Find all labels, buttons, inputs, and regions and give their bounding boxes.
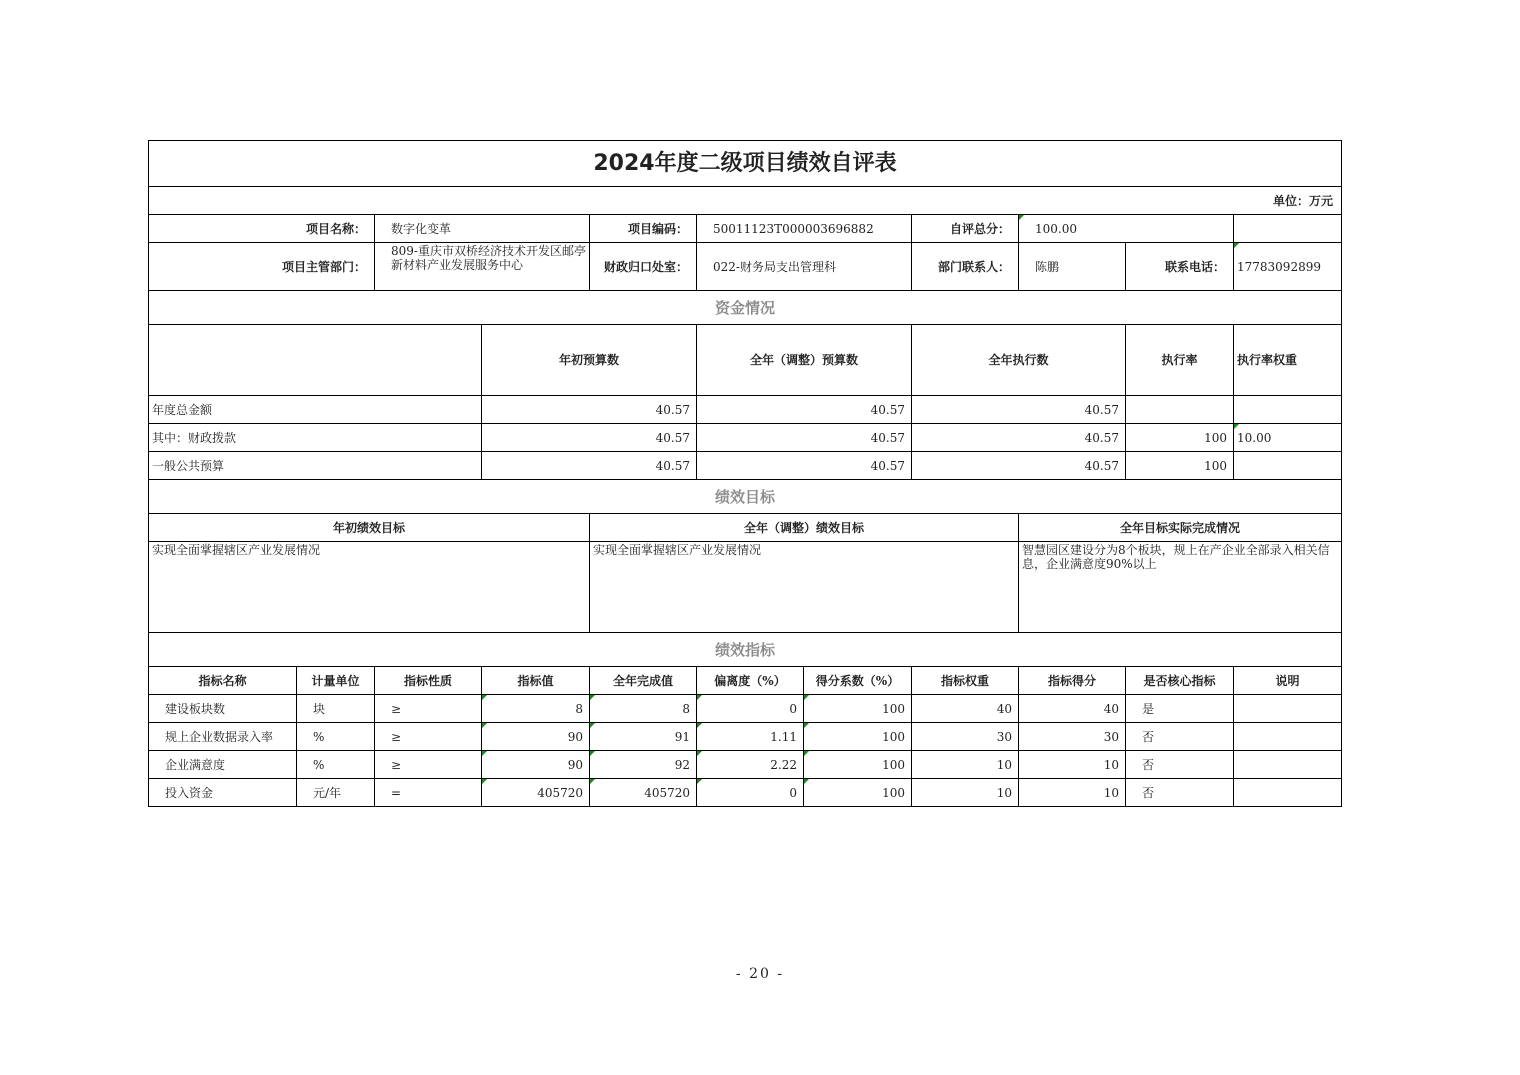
funds-row-initial: 40.57 — [482, 396, 697, 424]
ind-name: 建设板块数 — [149, 695, 297, 723]
ind-note — [1234, 723, 1342, 751]
ind-target: 90 — [482, 751, 590, 779]
ind-note — [1234, 695, 1342, 723]
ind-header-name: 指标名称 — [149, 667, 297, 695]
contact-label: 部门联系人： — [912, 243, 1019, 291]
ind-score: 10 — [1019, 751, 1126, 779]
ind-target: 405720 — [482, 779, 590, 807]
ind-weight: 40 — [912, 695, 1019, 723]
ind-coef: 100 — [804, 723, 912, 751]
goal-initial-text: 实现全面掌握辖区产业发展情况 — [149, 542, 590, 633]
ind-actual: 405720 — [590, 779, 697, 807]
funds-header-adjusted: 全年（调整）预算数 — [697, 325, 912, 396]
ind-header-note: 说明 — [1234, 667, 1342, 695]
finance-value: 022-财务局支出管理科 — [697, 243, 912, 291]
ind-header-coef: 得分系数（%） — [804, 667, 912, 695]
score-label: 自评总分： — [912, 215, 1019, 243]
ind-core: 否 — [1126, 751, 1234, 779]
ind-actual: 91 — [590, 723, 697, 751]
ind-target: 90 — [482, 723, 590, 751]
funds-row-adjusted: 40.57 — [697, 396, 912, 424]
funds-row-initial: 40.57 — [482, 452, 697, 480]
funds-section-title: 资金情况 — [149, 291, 1342, 325]
goals-header-initial: 年初绩效目标 — [149, 514, 590, 542]
funds-header-initial: 年初预算数 — [482, 325, 697, 396]
ind-deviation: 1.11 — [697, 723, 804, 751]
funds-row-weight — [1234, 452, 1342, 480]
ind-header-unit: 计量单位 — [297, 667, 375, 695]
funds-row-adjusted: 40.57 — [697, 424, 912, 452]
dept-label: 项目主管部门： — [149, 243, 375, 291]
ind-nature: ≥ — [375, 723, 482, 751]
indicator-row — [149, 695, 1342, 723]
ind-header-nature: 指标性质 — [375, 667, 482, 695]
funds-row — [149, 424, 1342, 452]
project-name-label: 项目名称： — [149, 215, 375, 243]
ind-name: 投入资金 — [149, 779, 297, 807]
phone-value: 17783092899 — [1234, 243, 1342, 291]
empty-cell — [1234, 215, 1342, 243]
ind-header-core: 是否核心指标 — [1126, 667, 1234, 695]
ind-target: 8 — [482, 695, 590, 723]
funds-header-blank — [149, 325, 482, 396]
ind-nature: ≥ — [375, 695, 482, 723]
project-code-value: 50011123T000003696882 — [697, 215, 912, 243]
ind-header-weight: 指标权重 — [912, 667, 1019, 695]
ind-name: 规上企业数据录入率 — [149, 723, 297, 751]
score-value: 100.00 — [1019, 215, 1234, 243]
funds-row-executed: 40.57 — [912, 396, 1126, 424]
ind-deviation: 2.22 — [697, 751, 804, 779]
performance-evaluation-table — [148, 140, 1342, 807]
ind-core: 是 — [1126, 695, 1234, 723]
ind-core: 否 — [1126, 723, 1234, 751]
funds-row-rate — [1126, 396, 1234, 424]
ind-header-target: 指标值 — [482, 667, 590, 695]
funds-row-executed: 40.57 — [912, 452, 1126, 480]
ind-nature: ≥ — [375, 751, 482, 779]
funds-row — [149, 452, 1342, 480]
ind-coef: 100 — [804, 751, 912, 779]
ind-unit: % — [297, 751, 375, 779]
goal-adjusted-text: 实现全面掌握辖区产业发展情况 — [590, 542, 1019, 633]
funds-header-weight: 执行率权重 — [1234, 325, 1342, 396]
funds-row-weight — [1234, 396, 1342, 424]
ind-score: 10 — [1019, 779, 1126, 807]
funds-header-executed: 全年执行数 — [912, 325, 1126, 396]
funds-row-initial: 40.57 — [482, 424, 697, 452]
funds-row — [149, 396, 1342, 424]
ind-score: 40 — [1019, 695, 1126, 723]
finance-label: 财政归口处室： — [590, 243, 697, 291]
funds-row-rate: 100 — [1126, 452, 1234, 480]
funds-row-weight: 10.00 — [1234, 424, 1342, 452]
goals-section-title: 绩效目标 — [149, 480, 1342, 514]
funds-header-rate: 执行率 — [1126, 325, 1234, 396]
indicator-row — [149, 723, 1342, 751]
ind-header-deviation: 偏离度（%） — [697, 667, 804, 695]
ind-note — [1234, 779, 1342, 807]
phone-label: 联系电话： — [1126, 243, 1234, 291]
funds-row-name: 一般公共预算 — [149, 452, 482, 480]
indicators-section-title: 绩效指标 — [149, 633, 1342, 667]
contact-value: 陈鹏 — [1019, 243, 1126, 291]
indicator-row — [149, 751, 1342, 779]
funds-row-adjusted: 40.57 — [697, 452, 912, 480]
ind-header-actual: 全年完成值 — [590, 667, 697, 695]
dept-value: 809-重庆市双桥经济技术开发区邮亭新材料产业发展服务中心 — [375, 243, 590, 291]
ind-actual: 8 — [590, 695, 697, 723]
ind-weight: 10 — [912, 779, 1019, 807]
goal-actual-text: 智慧园区建设分为8个板块，规上在产企业全部录入相关信息，企业满意度90%以上 — [1019, 542, 1342, 633]
ind-nature: = — [375, 779, 482, 807]
ind-unit: % — [297, 723, 375, 751]
funds-row-name: 其中：财政拨款 — [149, 424, 482, 452]
goals-header-adjusted: 全年（调整）绩效目标 — [590, 514, 1019, 542]
indicator-row — [149, 779, 1342, 807]
ind-deviation: 0 — [697, 779, 804, 807]
ind-unit: 元/年 — [297, 779, 375, 807]
funds-row-name: 年度总金额 — [149, 396, 482, 424]
ind-actual: 92 — [590, 751, 697, 779]
funds-row-executed: 40.57 — [912, 424, 1126, 452]
unit-label: 单位：万元 — [149, 187, 1342, 215]
goals-header-actual: 全年目标实际完成情况 — [1019, 514, 1342, 542]
ind-header-score: 指标得分 — [1019, 667, 1126, 695]
ind-unit: 块 — [297, 695, 375, 723]
ind-score: 30 — [1019, 723, 1126, 751]
ind-name: 企业满意度 — [149, 751, 297, 779]
ind-note — [1234, 751, 1342, 779]
ind-deviation: 0 — [697, 695, 804, 723]
page-title: 2024年度二级项目绩效自评表 — [149, 141, 1342, 187]
project-name-value: 数字化变革 — [375, 215, 590, 243]
page-number: - 20 - — [735, 966, 785, 982]
funds-row-rate: 100 — [1126, 424, 1234, 452]
ind-coef: 100 — [804, 779, 912, 807]
ind-weight: 10 — [912, 751, 1019, 779]
ind-core: 否 — [1126, 779, 1234, 807]
ind-weight: 30 — [912, 723, 1019, 751]
project-code-label: 项目编码： — [590, 215, 697, 243]
ind-coef: 100 — [804, 695, 912, 723]
